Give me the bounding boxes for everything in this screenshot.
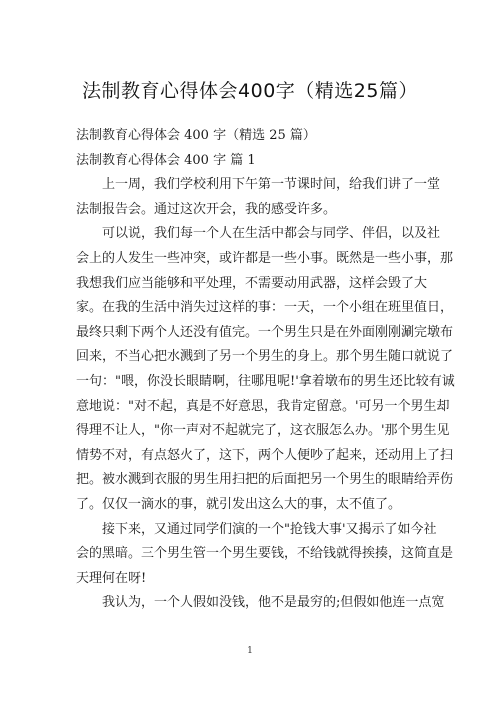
text-line: 天理何在呀! [76, 570, 147, 586]
text-line: 了。仅仅一滴水的事，就引发出这么大的事，太不值了。 [76, 496, 402, 512]
text-line: 家。在我的生活中消失过这样的事：一天，一个小组在班里值日， [76, 300, 454, 316]
text-line: 回来，不当心把水溅到了另一个男生的身上。那个男生随口就说了 [76, 349, 454, 365]
text-line: 意地说："对不起，真是不好意思，我肯定留意。'可另一个男生却 [76, 398, 450, 414]
text-line: 法制教育心得体会 400 字（精选 25 篇） [76, 128, 316, 143]
text-line: 最终只剩下两个人还没有值完。一个男生只是在外面刚刚涮完墩布 [76, 324, 454, 340]
text-line: 会的黑暗。三个男生管一个男生要钱，不给钱就得挨揍，这简直是 [76, 546, 454, 562]
text-line: 会上的人发生一些冲突，或许都是一些小事。既然是一些小事，那 [76, 250, 454, 266]
page-number: 1 [247, 646, 253, 656]
document-title: 法制教育心得体会400字（精选25篇） [82, 80, 418, 102]
text-line: 把。被水溅到衣服的男生用扫把的后面把另一个男生的眼睛给弄伤 [76, 472, 454, 488]
text-line: 法制教育心得体会 400 字 篇 1 [76, 152, 256, 168]
text-line: 接下来，又通过同学们演的一个"抢钱大事'又揭示了如今社 [102, 521, 437, 537]
text-line: 我认为，一个人假如没钱，他不是最穷的;但假如他连一点宽 [102, 595, 445, 611]
text-line: 一句："喂，你没长眼睛啊，往哪甩呢!'拿着墩布的男生还比较有诚 [76, 373, 455, 389]
text-line: 可以说，我们每一个人在生活中都会与同学、伴侣，以及社 [102, 226, 441, 242]
document-body [76, 124, 455, 616]
text-line: 我想我们应当能够和平处理，不需要动用武器，这样会毁了大 [76, 275, 428, 291]
text-line: 法制报告会。通过这次开会，我的感受许多。 [76, 201, 337, 217]
text-line: 得理不让人，"你一声对不起就完了，这衣服怎么办。'那个男生见 [76, 423, 450, 439]
text-line: 情势不对，有点怒火了，这下，两个人便吵了起来，还动用上了扫 [76, 447, 454, 463]
text-line: 上一周，我们学校利用下午第一节课时间，给我们讲了一堂 [102, 177, 441, 193]
